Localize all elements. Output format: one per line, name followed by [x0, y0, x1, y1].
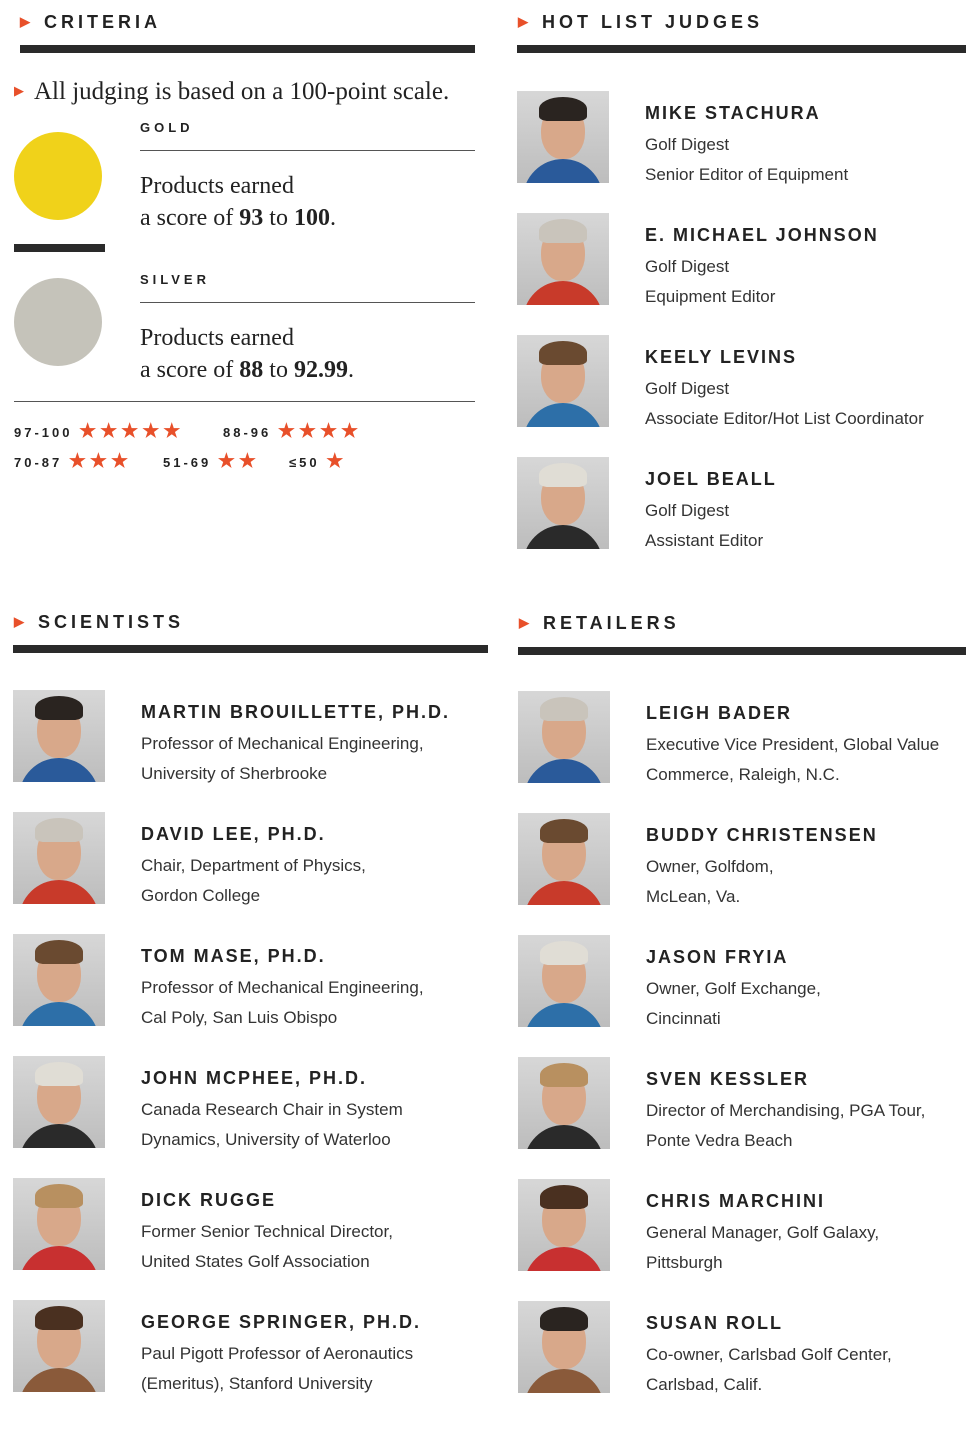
criteria-intro [14, 78, 449, 106]
person-line2: United States Golf Association [141, 1252, 370, 1271]
silver-line2 [140, 354, 354, 386]
photo-hair [35, 818, 83, 842]
person-name: CHRIS MARCHINI [646, 1191, 825, 1211]
silver-line1: Products earned [140, 325, 294, 351]
person-name: LEIGH BADER [646, 703, 793, 723]
gold-label: GOLD [140, 120, 194, 135]
gold-line1: Products earned [140, 173, 294, 199]
gold-divider [140, 150, 475, 151]
person-name: JOEL BEALL [645, 469, 777, 489]
photo-hair [540, 1307, 588, 1331]
rating-range: 51-69 [163, 455, 212, 470]
star-icon: ★ [326, 451, 348, 472]
person-photo [518, 935, 610, 1027]
person-line1: Executive Vice President, Global Value [646, 735, 940, 754]
photo-hair [35, 1306, 83, 1330]
criteria-heading [20, 12, 161, 33]
gold-circle [14, 132, 102, 220]
photo-body [524, 1003, 604, 1027]
retailers-heading-text: RETAILERS [543, 613, 680, 633]
photo-hair [540, 819, 588, 843]
person-photo [518, 1179, 610, 1271]
person-line1: Canada Research Chair in System [141, 1100, 403, 1119]
person-line1: Paul Pigott Professor of Aeronautics [141, 1344, 414, 1363]
photo-hair [540, 697, 588, 721]
person-line1: General Manager, Golf Galaxy, [646, 1223, 880, 1242]
person-name: SUSAN ROLL [646, 1313, 783, 1333]
person-name: TOM MASE, PH.D. [141, 946, 326, 966]
person-name: KEELY LEVINS [645, 347, 798, 367]
silver-label: SILVER [140, 272, 210, 287]
person-name: BUDDY CHRISTENSEN [646, 825, 878, 845]
person-line2: Carlsbad, Calif. [646, 1375, 763, 1394]
person-name: JOHN MCPHEE, PH.D. [141, 1068, 368, 1088]
triangle-icon: ▶ [518, 14, 528, 29]
person-photo [518, 813, 610, 905]
hot-list-rule [517, 45, 966, 53]
scientists-heading [14, 612, 184, 633]
person-name: DICK RUGGE [141, 1190, 277, 1210]
photo-body [524, 881, 604, 905]
person-line1: Chair, Department of Physics, [141, 856, 366, 875]
retailers-rule [518, 647, 966, 655]
rating-88-96 [223, 420, 362, 443]
silver-divider [140, 302, 475, 303]
photo-body [524, 1125, 604, 1149]
scientists-rule [13, 645, 488, 653]
rating-range: 88-96 [223, 425, 272, 440]
hot-list-heading-text: HOT LIST JUDGES [542, 12, 764, 32]
rating-97-100 [14, 420, 184, 443]
person-line1: Owner, Golfdom, [646, 857, 774, 876]
gold-low: 93 [239, 205, 264, 231]
rating-range: ≤50 [289, 455, 320, 470]
photo-hair [35, 696, 83, 720]
gold-mid: to [263, 205, 294, 231]
person-line2: McLean, Va. [646, 887, 741, 906]
triangle-icon: ▶ [519, 615, 529, 630]
silver-end: . [347, 357, 354, 383]
photo-hair [35, 1184, 83, 1208]
photo-body [19, 880, 99, 904]
person-photo [517, 213, 609, 305]
photo-hair [539, 341, 587, 365]
person-photo [518, 691, 610, 783]
triangle-icon: ▶ [14, 614, 24, 629]
person-line2: Equipment Editor [645, 287, 776, 306]
rating-51-69 [163, 450, 260, 473]
silver-high: 92.99 [293, 357, 348, 383]
photo-hair [540, 941, 588, 965]
gold-text [140, 170, 336, 234]
person-photo [517, 335, 609, 427]
gold-end: . [329, 205, 336, 231]
person-line1: Professor of Mechanical Engineering, [141, 978, 424, 997]
photo-hair [35, 940, 83, 964]
person-line1: Professor of Mechanical Engineering, [141, 734, 424, 753]
silver-pre: a score of [140, 357, 240, 383]
person-photo [13, 934, 105, 1026]
gold-line2 [140, 202, 336, 234]
photo-body [19, 1368, 99, 1392]
ratings-divider [14, 401, 475, 402]
photo-body [19, 1246, 99, 1270]
person-name: MIKE STACHURA [645, 103, 821, 123]
scientists-heading-text: SCIENTISTS [38, 612, 185, 632]
person-line2: Associate Editor/Hot List Coordinator [645, 409, 924, 428]
photo-body [524, 759, 604, 783]
person-line2: Gordon College [141, 886, 261, 905]
person-line1: Owner, Golf Exchange, [646, 979, 821, 998]
person-name: SVEN KESSLER [646, 1069, 810, 1089]
person-line2: University of Sherbrooke [141, 764, 328, 783]
photo-hair [540, 1185, 588, 1209]
person-photo [13, 690, 105, 782]
star-icon: ★★★★★ [79, 421, 185, 442]
rating-range: 70-87 [14, 455, 63, 470]
person-photo [13, 1056, 105, 1148]
person-line1: Co-owner, Carlsbad Golf Center, [646, 1345, 892, 1364]
person-photo [518, 1057, 610, 1149]
star-icon: ★★★ [68, 451, 132, 472]
person-line2: Ponte Vedra Beach [646, 1131, 793, 1150]
person-name: GEORGE SPRINGER, PH.D. [141, 1312, 422, 1332]
person-name: E. MICHAEL JOHNSON [645, 225, 879, 245]
criteria-intro-text: All judging is based on a 100-point scale. [34, 78, 450, 105]
person-line2: Assistant Editor [645, 531, 764, 550]
person-name: MARTIN BROUILLETTE, PH.D. [141, 702, 450, 722]
photo-hair [539, 97, 587, 121]
person-line1: Former Senior Technical Director, [141, 1222, 393, 1241]
photo-body [523, 403, 603, 427]
person-line1: Golf Digest [645, 379, 730, 398]
star-icon: ★★ [217, 451, 260, 472]
photo-body [523, 525, 603, 549]
person-line2: Dynamics, University of Waterloo [141, 1130, 391, 1149]
photo-hair [540, 1063, 588, 1087]
photo-body [19, 1002, 99, 1026]
person-line2: (Emeritus), Stanford University [141, 1374, 373, 1393]
gold-high: 100 [293, 205, 330, 231]
person-line1: Golf Digest [645, 501, 730, 520]
person-line2: Senior Editor of Equipment [645, 165, 849, 184]
person-photo [518, 1301, 610, 1393]
photo-hair [539, 219, 587, 243]
gold-silver-separator [14, 244, 105, 252]
person-name: JASON FRYIA [646, 947, 789, 967]
photo-body [19, 758, 99, 782]
criteria-rule [20, 45, 475, 53]
photo-hair [539, 463, 587, 487]
photo-body [523, 159, 603, 183]
person-line2: Commerce, Raleigh, N.C. [646, 765, 840, 784]
photo-hair [35, 1062, 83, 1086]
star-icon: ★★★★ [277, 421, 363, 442]
rating-50 [289, 450, 347, 473]
person-photo [13, 1300, 105, 1392]
photo-body [524, 1369, 604, 1393]
criteria-heading-text: CRITERIA [44, 12, 161, 32]
person-line1: Golf Digest [645, 257, 730, 276]
person-line1: Golf Digest [645, 135, 730, 154]
photo-body [19, 1124, 99, 1148]
hot-list-heading [518, 12, 763, 33]
triangle-icon: ▶ [14, 83, 24, 98]
photo-body [523, 281, 603, 305]
silver-low: 88 [239, 357, 264, 383]
person-name: DAVID LEE, PH.D. [141, 824, 326, 844]
gold-pre: a score of [140, 205, 240, 231]
rating-70-87 [14, 450, 132, 473]
person-line2: Pittsburgh [646, 1253, 723, 1272]
silver-text [140, 322, 354, 386]
retailers-heading [519, 613, 680, 634]
person-photo [517, 457, 609, 549]
silver-mid: to [263, 357, 294, 383]
person-line1: Director of Merchandising, PGA Tour, [646, 1101, 926, 1120]
person-photo [13, 1178, 105, 1270]
silver-circle [14, 278, 102, 366]
photo-body [524, 1247, 604, 1271]
person-line2: Cincinnati [646, 1009, 721, 1028]
rating-range: 97-100 [14, 425, 73, 440]
person-photo [13, 812, 105, 904]
triangle-icon: ▶ [20, 14, 30, 29]
person-line2: Cal Poly, San Luis Obispo [141, 1008, 338, 1027]
person-photo [517, 91, 609, 183]
